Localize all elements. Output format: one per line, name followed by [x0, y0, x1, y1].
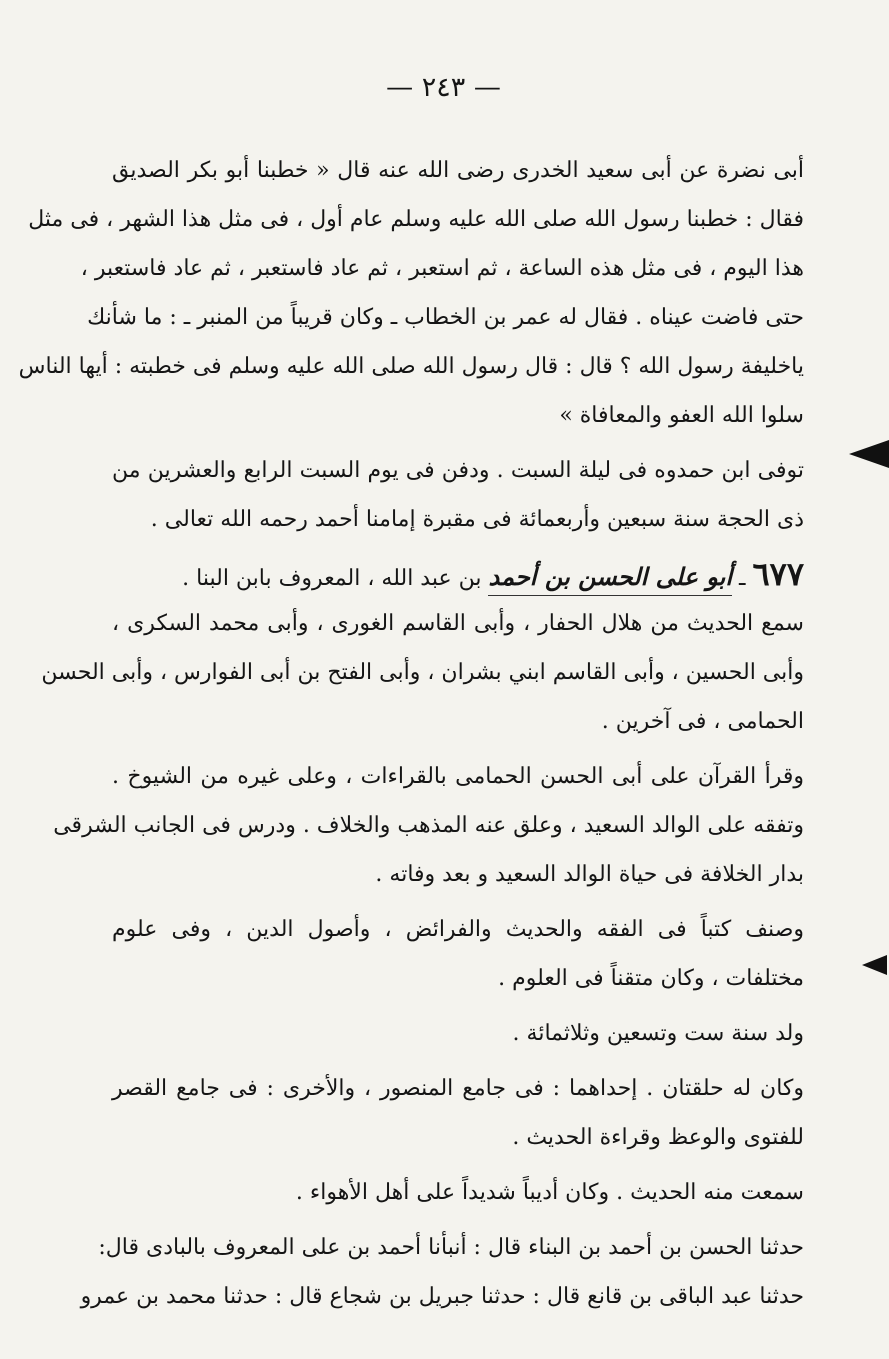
text-line: حدثنا عبد الباقى بن قانع قال : حدثنا جبريل بن شجاع قال : حدثنا محمد بن عمرو	[80, 1284, 804, 1309]
text-line: حدثنا الحسن بن أحمد بن البناء قال : أنبأنا أحمد بن على المعروف بالبادى قال:	[98, 1235, 804, 1260]
text-line: وصنف كتباً فى الفقه والحديث والفرائض ، وأصول الدين ، وفى علوم	[112, 917, 804, 942]
entry-heading	[112, 550, 804, 599]
text-line: هذا اليوم ، فى مثل هذه الساعة ، ثم استعبر ، ثم عاد فاستعبر ، ثم عاد فاستعبر ،	[80, 256, 804, 281]
paragraph-death-note	[112, 446, 804, 544]
text-line: بدار الخلافة فى حياة الوالد السعيد و بعد وفاته .	[375, 862, 804, 887]
text-line: مختلفات ، وكان متقناً فى العلوم .	[498, 966, 804, 991]
paragraph-studies	[53, 752, 804, 899]
entry-dash: ـ	[732, 566, 753, 591]
text-line: توفى ابن حمدوه فى ليلة السبت . ودفن فى يوم السبت الرابع والعشرين من	[112, 458, 804, 483]
paragraph-works	[112, 905, 804, 1003]
text-line: للفتوى والوعظ وقراءة الحديث .	[512, 1125, 804, 1150]
scan-edge-mark	[849, 440, 889, 468]
page-body-text	[18, 146, 804, 1327]
entry-number: ٦٧٧	[752, 555, 804, 593]
paragraph-heard	[112, 1168, 804, 1217]
scan-edge-mark	[862, 955, 887, 975]
text-line: وقرأ القرآن على أبى الحسن الحمامى بالقراءات ، وعلى غيره من الشيوخ .	[112, 764, 804, 789]
text-line: ياخليفة رسول الله ؟ قال : قال رسول الله صلى الله عليه وسلم فى خطبته : أيها الناس	[18, 354, 804, 379]
text-line: وكان له حلقتان . إحداهما : فى جامع المنصور ، والأخرى : فى جامع القصر	[112, 1076, 804, 1101]
text-line: أبى نضرة عن أبى سعيد الخدرى رضى الله عنه قال « خطبنا أبو بكر الصديق	[112, 158, 804, 183]
paragraph-circles	[112, 1064, 804, 1162]
text-line: ولد سنة ست وتسعين وثلاثمائة .	[512, 1021, 804, 1046]
paragraph-birth	[112, 1009, 804, 1058]
paragraph-hadith	[18, 146, 804, 440]
paragraph-teachers	[41, 599, 804, 746]
text-line: ذى الحجة سنة سبعين وأربعمائة فى مقبرة إمامنا أحمد رحمه الله تعالى .	[150, 507, 804, 532]
entry-name: أبو على الحسن بن أحمد	[488, 562, 732, 596]
text-line: الحمامى ، فى آخرين .	[601, 709, 804, 734]
entry-name-rest: بن عبد الله ، المعروف بابن البنا .	[182, 566, 489, 591]
text-line: وتفقه على الوالد السعيد ، وعلق عنه المذهب والخلاف . ودرس فى الجانب الشرقى	[53, 813, 804, 838]
text-line: فقال : خطبنا رسول الله صلى الله عليه وسلم عام أول ، فى مثل هذا الشهر ، فى مثل	[28, 207, 804, 232]
text-line: سلوا الله العفو والمعافاة »	[559, 403, 804, 428]
page-number: — ٢٤٣ —	[386, 72, 501, 103]
text-line: حتى فاضت عيناه . فقال له عمر بن الخطاب ـ وكان قريباً من المنبر ـ : ما شأنك	[87, 305, 804, 330]
paragraph-isnad	[80, 1223, 804, 1321]
text-line: وأبى الحسين ، وأبى القاسم ابني بشران ، وأبى الفتح بن أبى الفوارس ، وأبى الحسن	[41, 660, 804, 685]
text-line: سمعت منه الحديث . وكان أديباً شديداً على أهل الأهواء .	[295, 1180, 804, 1205]
text-line: سمع الحديث من هلال الحفار ، وأبى القاسم الغورى ، وأبى محمد السكرى ،	[112, 611, 804, 636]
